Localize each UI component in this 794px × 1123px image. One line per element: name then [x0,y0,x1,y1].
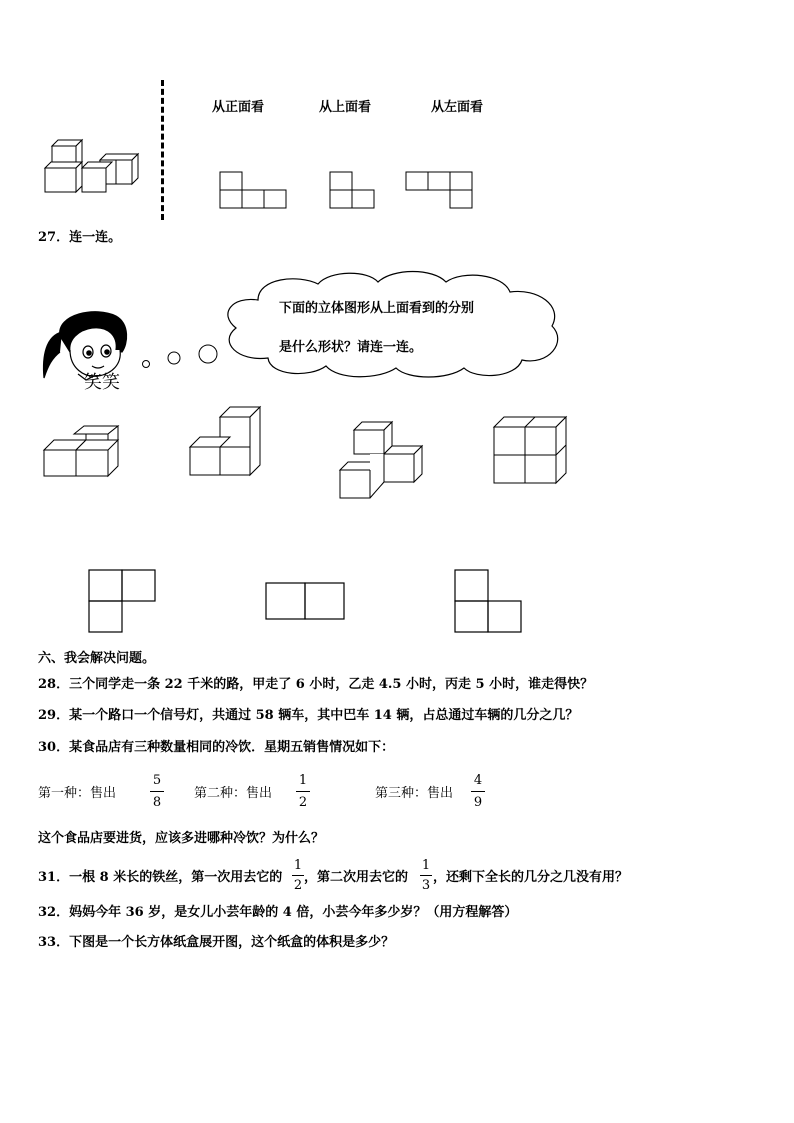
fraction-numerator: 1 [298,773,308,788]
q28-text: 28．三个同学走一条 22 千米的路，甲走了 6 小时，乙走 4.5 小时，丙走 5 小时，谁走得快？ [38,677,594,692]
q31-part2: ，第二次用去它的 [304,870,409,885]
fraction-denominator: 8 [152,795,162,810]
front-view-shape [219,171,289,211]
solid-figure-4 [492,413,572,488]
fraction-denominator: 3 [421,878,431,893]
solid-figure-2 [188,403,268,478]
q33-text: 33．下图是一个长方体纸盒展开图，这个纸盒的体积是多少？ [38,935,395,950]
q30-item3-label: 第三种：售出 [375,786,454,801]
fraction-bar [292,875,304,876]
fraction-denominator: 2 [293,878,303,893]
q30-item1-label: 第一种：售出 [38,786,117,801]
fraction-denominator: 9 [473,795,483,810]
fraction-numerator: 4 [473,773,483,788]
cube-solid-figure [42,138,142,198]
q30-item2-label: 第二种：售出 [194,786,273,801]
fraction-bar [150,791,164,792]
fraction-numerator: 5 [152,773,162,788]
left-view-shape [405,171,475,211]
q29-text: 29．某一个路口一个信号灯，共通过 58 辆车，其中巴车 14 辆，占总通过车辆的几分之几？ [38,708,579,723]
solid-figure-3 [338,412,428,502]
fraction-bar [420,875,432,876]
view-label-front: 从正面看 [212,100,265,115]
q31-part1: 31．一根 8 米长的铁丝，第一次用去它的 [38,870,283,885]
section-divider [161,80,164,220]
view-shape-a [88,568,158,634]
view-label-left: 从左面看 [431,100,484,115]
q31-part3: ，还剩下全长的几分之几没有用？ [433,870,629,885]
q31-fraction-2 [420,859,432,892]
top-view-shape [329,171,379,211]
solid-figure-1 [42,424,122,479]
view-shape-c [453,568,525,634]
q27-title: 27．连一连。 [38,230,122,245]
q30-item2-fraction [296,774,310,809]
fraction-denominator: 2 [298,795,308,810]
thought-bubble-cloud [218,270,568,380]
q30-item3-fraction [471,774,485,809]
fraction-numerator: 1 [293,858,303,873]
fraction-numerator: 1 [421,858,431,873]
q30-intro: 30．某食品店有三种数量相同的冷饮．星期五销售情况如下： [38,740,395,755]
q30-question: 这个食品店要进货，应该多进哪种冷饮？为什么？ [38,831,325,846]
q32-text: 32．妈妈今年 36 岁，是女儿小芸年龄的 4 倍，小芸今年多少岁？（用方程解答） [38,905,518,920]
q31-fraction-1 [292,859,304,892]
section6-title: 六、我会解决问题。 [38,651,156,666]
thought-bubble-dots [138,342,218,372]
fraction-bar [296,791,310,792]
bubble-text-line1: 下面的立体图形从上面看到的分别 [279,301,475,316]
q30-item1-fraction [150,774,164,809]
view-shape-b [265,581,347,621]
fraction-bar [471,791,485,792]
bubble-text-line2: 是什么形状？请连一连。 [279,340,423,355]
view-label-top: 从上面看 [319,100,372,115]
character-name: 笑笑 [84,372,120,393]
